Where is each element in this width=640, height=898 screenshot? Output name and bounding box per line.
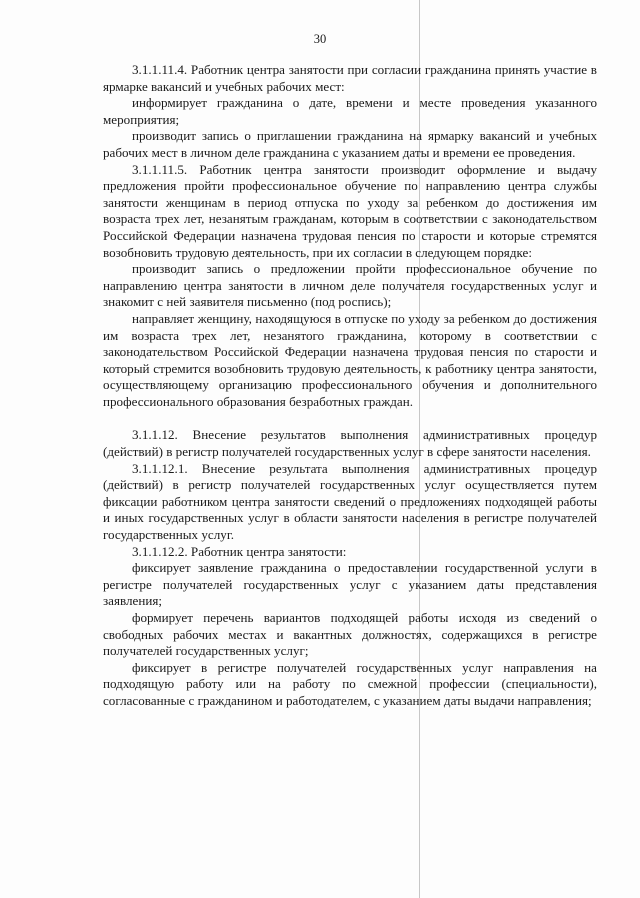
paragraph-3-1-1-12-1: 3.1.1.12.1. Внесение результата выполнения административных процедур (действий) в регистр получателей государственных услуг осуществляется путем фиксации работником центра занятости сведений о предложениях подходящей работы и иных государственных услуг в области занятости населения в регистре получателей государственных услуг. — [103, 460, 597, 543]
document-body — [103, 62, 597, 710]
paragraph-fix-application: фиксирует заявление гражданина о предоставлении государственной услуги в регистре получателей государственных услуг с указанием даты представления заявления; — [103, 560, 597, 609]
paragraph-3-1-1-12: 3.1.1.12. Внесение результатов выполнения административных процедур (действий) в регистр получателей государственных услуг в сфере занятости населения. — [103, 427, 597, 460]
paragraph-3-1-1-12-2: 3.1.1.12.2. Работник центра занятости: — [132, 543, 347, 559]
paragraph-inform-citizen: информирует гражданина о дате, времени и месте проведения указанного мероприятия; — [103, 95, 597, 127]
paragraph-form-list: формирует перечень вариантов подходящей работы исходя из сведений о свободных рабочих местах и вакантных должностях, содержащихся в регистре получателей государственных услуг; — [103, 610, 597, 659]
paragraph-3-1-1-11-5: 3.1.1.11.5. Работник центра занятости производит оформление и выдачу предложения пройти профессиональное обучение по направлению центра службы занятости женщинам в период отпуска по уходу за ребенком до достижения им возраста трех лет, незанятым гражданам, которым в соответствии с законодательством Российской Федерации назначена трудовая пенсия по старости и которые стремятся возобновить трудовую деятельность, при их согласии в следующем порядке: — [103, 161, 597, 260]
page-number: 30 — [313, 32, 327, 46]
paragraph-fix-referrals: фиксирует в регистре получателей государственных услуг направления на подходящую работу или на работу по смежной профессии (специальности), согласованные с гражданином и работодателем, с указанием даты выдачи направления; — [103, 659, 597, 708]
paragraph-record-invitation: производит запись о приглашении гражданина на ярмарку вакансий и учебных рабочих мест в личном деле гражданина с указанием даты и времени ее проведения. — [103, 128, 597, 160]
paragraph-record-training-offer: производит запись о предложении пройти профессиональное обучение по направлению центра занятости в личном деле получателя государственных услуг и знакомит с ней заявителя письменно (под роспись); — [103, 261, 597, 310]
paragraph-3-1-1-11-4: 3.1.1.11.4. Работник центра занятости при согласии гражданина принять участие в ярмарке вакансий и учебных рабочих мест: — [103, 62, 597, 94]
paragraph-direct-woman: направляет женщину, находящуюся в отпуске по уходу за ребенком до достижения им возраста трех лет, незанятого гражданина, которому в соответствии с законодательством Российской Федерации назначена трудовая пенсия по старости и который стремится возобновить трудовую деятельность, к работнику центра занятости, осуществляющему организацию профессионального обучения и дополнительного профессионального образования безработных граждан. — [103, 310, 597, 409]
